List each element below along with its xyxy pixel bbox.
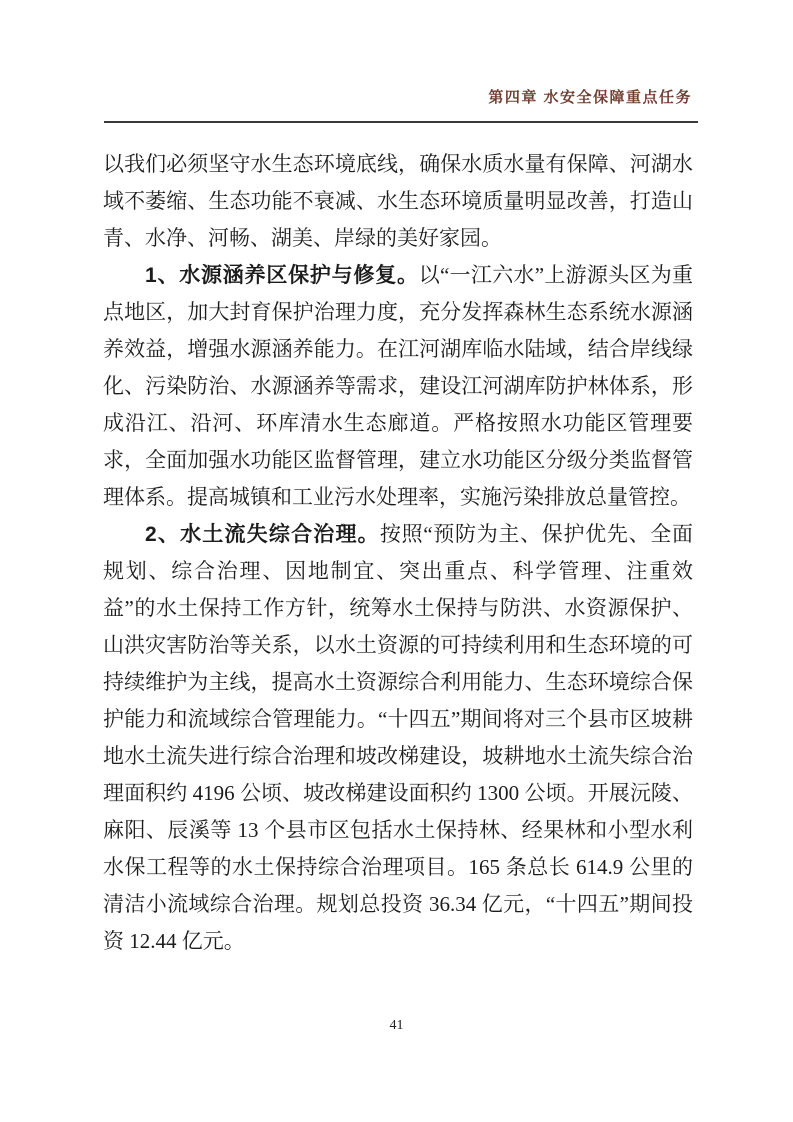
- paragraph-item-2: [103, 516, 693, 960]
- paragraph-lead: 2、水土流失综合治理。: [145, 523, 380, 546]
- document-body: [103, 146, 693, 960]
- chapter-heading: 第四章 水安全保障重点任务: [488, 89, 692, 106]
- paragraph-continuation: [103, 146, 693, 257]
- header-rule: [104, 121, 698, 123]
- page-number: 41: [389, 1018, 404, 1033]
- paragraph-text: 以“一江六水”上游源头区为重点地区，加大封育保护治理力度，充分发挥森林生态系统水源涵养效益，增强水源涵养能力。在江河湖库临水陆域，结合岸线绿化、污染防治、水源涵养等需求，建设江河湖库防护林体系，形成沿江、沿河、环库清水生态廊道。严格按照水功能区管理要求，全面加强水功能区监督管理，建立水功能区分级分类监督管理体系。提高城镇和工业污水处理率，实施污染排放总量管控。: [103, 263, 693, 509]
- paragraph-text: 以我们必须坚守水生态环境底线，确保水质水量有保障、河湖水域不萎缩、生态功能不衰减、水生态环境质量明显改善，打造山青、水净、河畅、湖美、岸绿的美好家园。: [103, 152, 693, 250]
- paragraph-text: 按照“预防为主、保护优先、全面规划、综合治理、因地制宜、突出重点、科学管理、注重效益”的水土保持工作方针，统筹水土保持与防洪、水资源保护、山洪灾害防治等关系，以水土资源的可持续利用和生态环境的可持续维护为主线，提高水土资源综合利用能力、生态环境综合保护能力和流域综合管理能力。“十四五”期间将对三个县市区坡耕地水土流失进行综合治理和坡改梯建设，坡耕地水土流失综合治理面积约 4196 公顷、坡改梯建设面积约 1300 公顷。开展沅陵、麻阳、辰溪等 13 个县市区包括水土保持林、经果林和小型水利水保工程等的水土保持综合治理项目。165 条总长 614.9 公里的清洁小流域综合治理。规划总投资 36.34 亿元，“十四五”期间投资 12.44 亿元。: [103, 522, 693, 953]
- paragraph-item-1: [103, 257, 693, 516]
- paragraph-lead: 1、水源涵养区保护与修复。: [145, 264, 419, 287]
- page-footer: [0, 1016, 793, 1034]
